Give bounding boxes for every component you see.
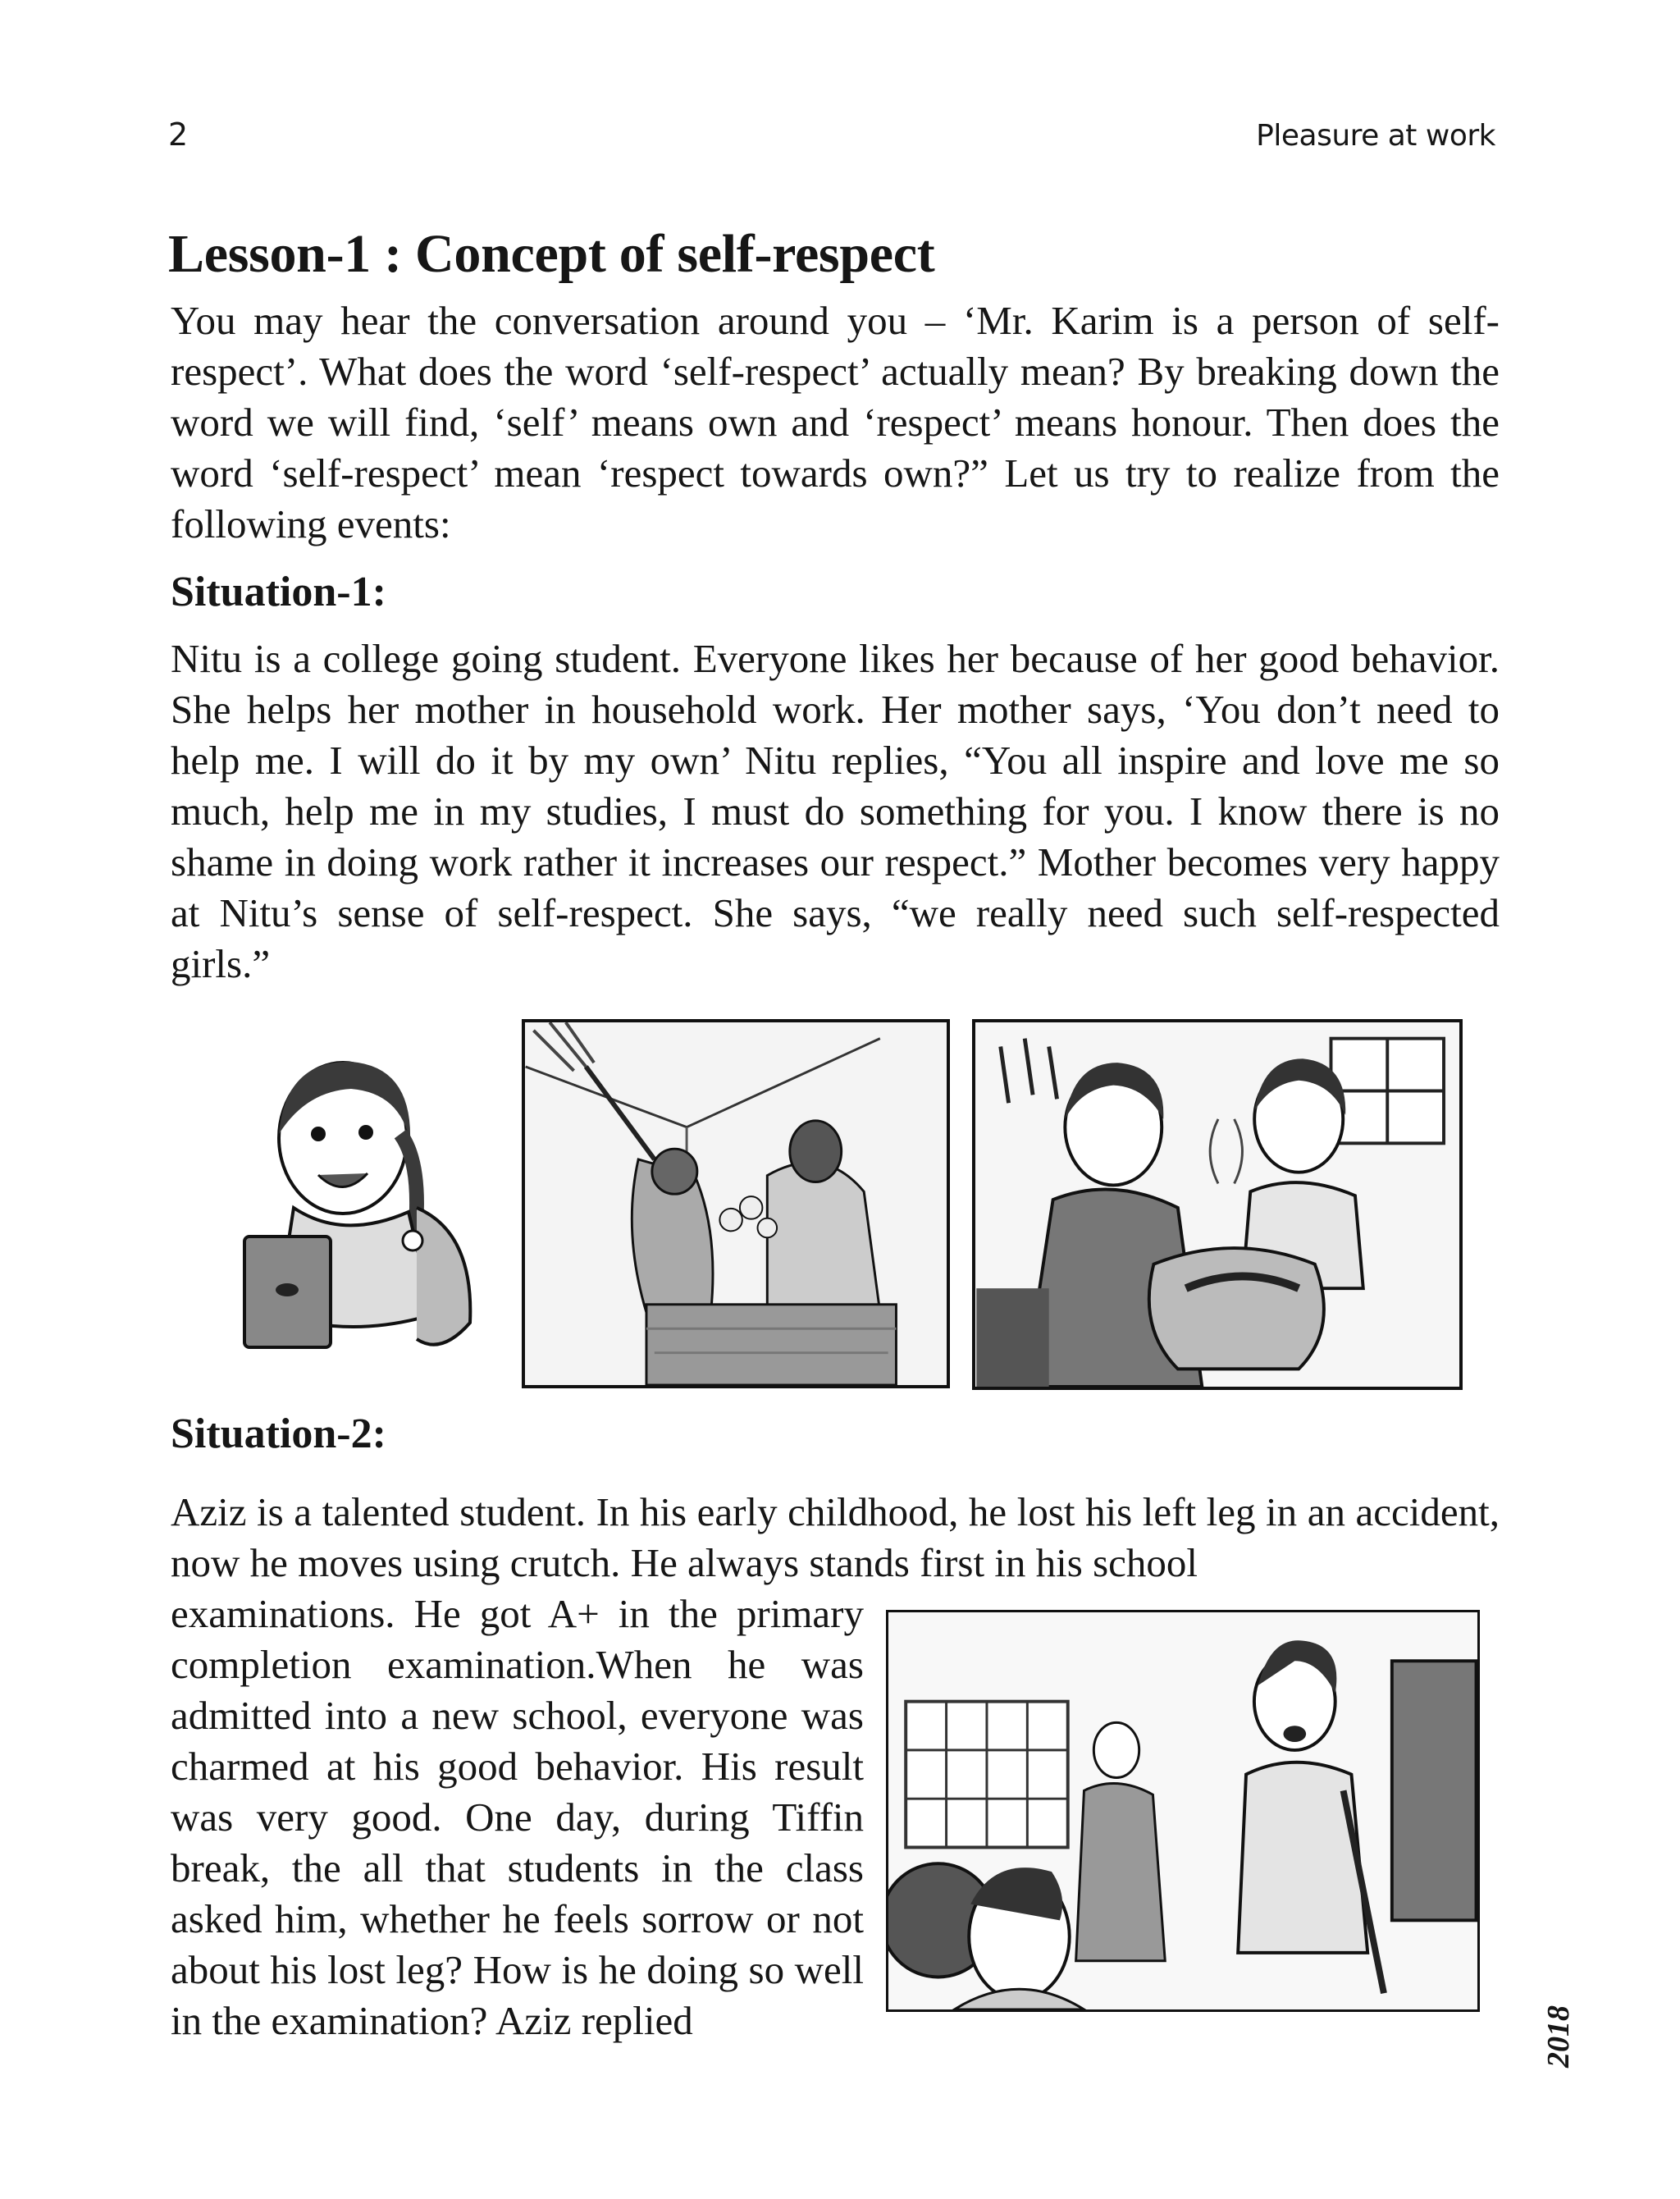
year-marker: 2018 <box>1541 2005 1576 2068</box>
situation-2-paragraph-wrapped: examinations. He got A+ in the primary completion examination.When he was admitted into a new school, everyone was charmed at his good behavior. His result was very good. One day, during Tiffin break, the all that students in the class asked him, whether he feels sorrow or not about his lost leg? How is he doing so well in the examination? Aziz replied <box>171 1591 864 2043</box>
cleaning-ceiling-illustration <box>522 1019 950 1388</box>
cooking-with-mother-illustration <box>972 1019 1463 1390</box>
lesson-title: Lesson-1 : Concept of self-respect <box>168 224 935 284</box>
situation-2-heading: Situation-2: <box>171 1410 386 1457</box>
girl-with-books-illustration <box>228 1044 491 1388</box>
classroom-illustration <box>886 1610 1480 2012</box>
situation-1-paragraph: Nitu is a college going student. Everyone likes her because of her good behavior. She helps her mother in household work. Her mother says, ‘You don’t need to help me. I will do it by my own’ Nitu replies, “You all inspire and love me so much, help me in my studies, I must do something for you. I know there is no shame in doing work rather it increases our respect.” Mother becomes very happy at Nitu’s sense of self-respect. She says, “we really need such self-respected girls.” <box>171 636 1500 986</box>
intro-paragraph: You may hear the conversation around you – ‘Mr. Karim is a person of self-respect’. What does the word ‘self-respect’ actually mean? By breaking down the word we will find, ‘self’ means own and ‘respect’ means honour. Then does the word ‘self-respect’ mean ‘respect towards own?” Let us try to realize from the following events: <box>171 298 1500 546</box>
situation-1-heading: Situation-1: <box>171 569 386 615</box>
situation-2-paragraph-lead: Aziz is a talented student. In his early childhood, he lost his left leg in an accident, now he moves using crutch. He always stands first in his school <box>171 1489 1500 1585</box>
running-head: Pleasure at work <box>1256 119 1495 153</box>
page-number: 2 <box>168 117 189 153</box>
